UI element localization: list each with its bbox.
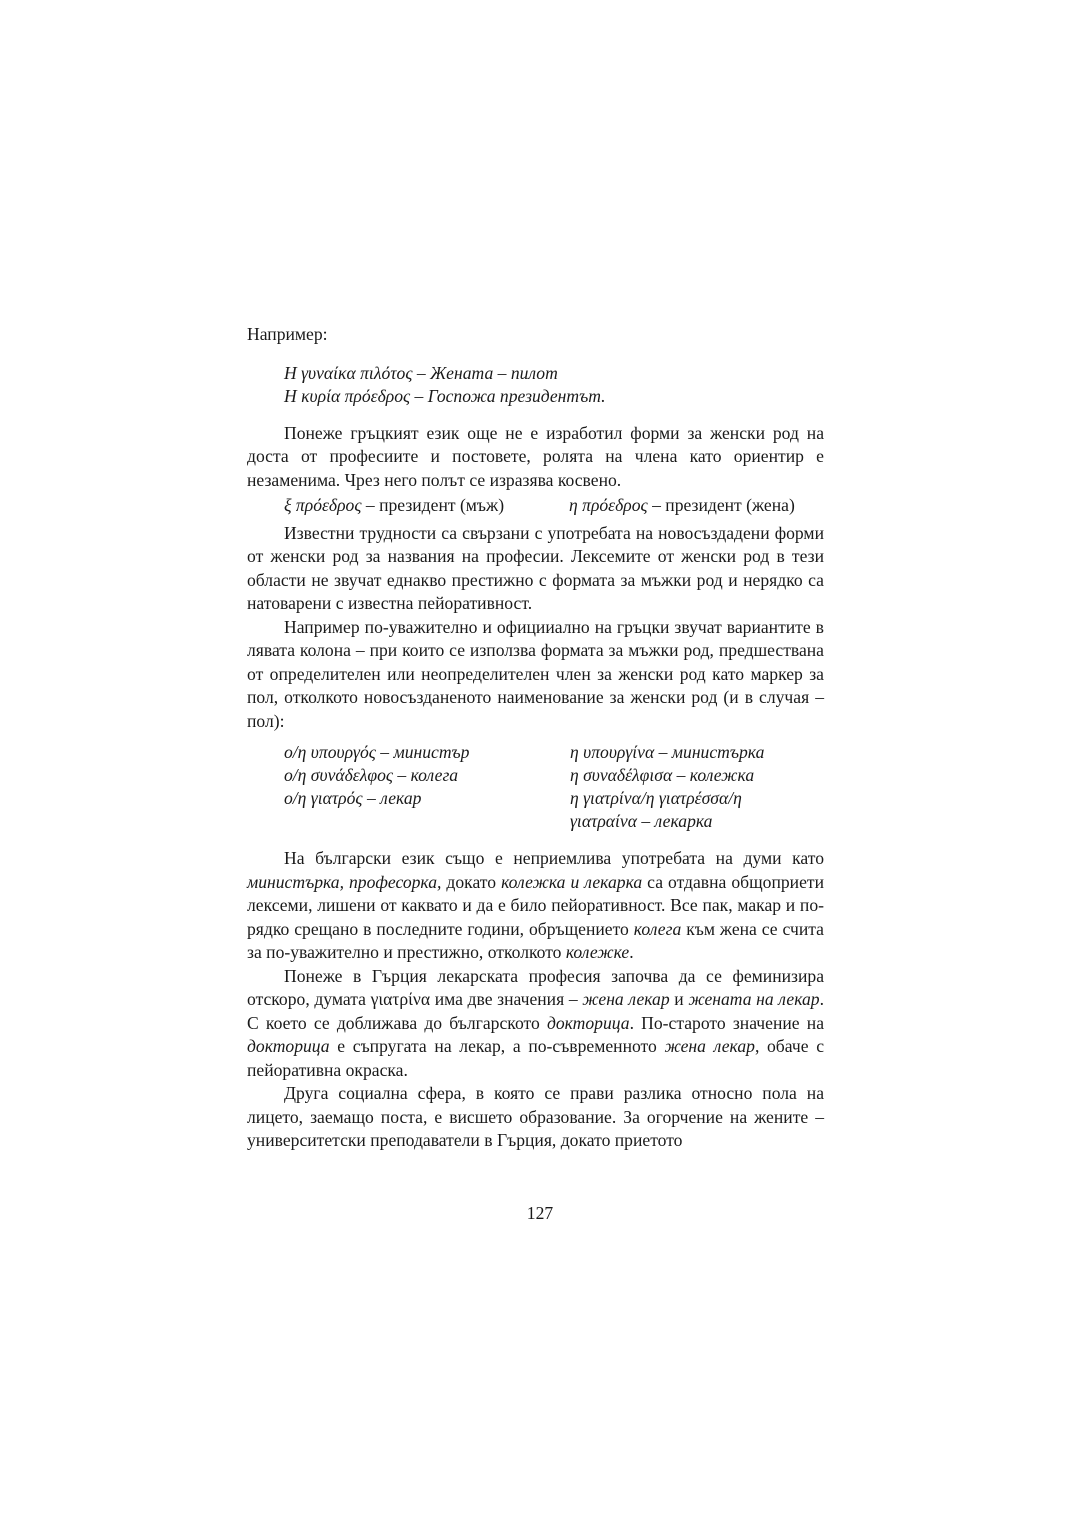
pair-gloss: – президент (мъж)	[361, 495, 505, 515]
italic-run: колега	[633, 918, 682, 939]
paragraph: Известни трудности са свързани с употребата на новосъздадени форми от женски род за названия на професии. Лексемите от женски род в тези области не звучат еднакво престижно с формата за мъжки род и нерядко са натоварени с известна пейоративност.	[247, 522, 824, 613]
text-run: , обаче с пейоративна окраска.	[247, 1036, 824, 1080]
column-item: η συναδέλφισα – колежка	[570, 765, 755, 785]
example-line: Η κυρία πρόεδρος – Госпожа президентът.	[284, 385, 606, 406]
greek-term: ξ πρόεδρος	[284, 495, 362, 515]
italic-run: жената на лекар	[688, 989, 820, 1009]
page-number: 127	[526, 1203, 554, 1223]
right-column	[570, 741, 824, 833]
text-run: . С което се доближава до българското	[247, 989, 825, 1033]
italic-run: министърка, професорка,	[247, 871, 442, 892]
text-run: и	[669, 989, 689, 1009]
pair-right	[569, 494, 795, 518]
paragraph	[247, 847, 824, 965]
italic-run: докторица	[247, 1036, 330, 1056]
paragraph	[247, 965, 824, 1083]
text-run: На български език също е неприемлива употребата на думи като	[284, 848, 824, 868]
text-run: докато	[441, 871, 502, 892]
text-run: Понеже в Гърция лекарската професия започва да се феминизира отскоро, думата	[247, 965, 824, 1009]
text-run: към жена се счита за по-уважително и престижно, отколкото	[247, 918, 824, 962]
greek-term: γιατρίνα	[370, 989, 431, 1009]
pair-left	[284, 494, 569, 518]
intro-line: Например:	[247, 324, 328, 344]
column-item: ο/η υπουργός – министър	[284, 742, 470, 762]
column-item: ο/η συνάδελφος – колега	[284, 765, 459, 785]
text-run: .	[629, 942, 634, 962]
pair-gloss: – президент (жена)	[647, 495, 795, 515]
paragraph: Понеже гръцкият език още не е изработил форми за женски род на доста от професиите и постовете, ролята на члена като ориентир е незаменима. Чрез него полът се изразява косвено.	[247, 422, 824, 490]
text-run: е съпругата на лекар, а по-съвременното	[329, 1036, 665, 1056]
italic-run: жена лекар	[582, 989, 670, 1009]
text-run: . По-старото значение на	[629, 1012, 824, 1033]
paragraph: Например по-уважително и официиално на гръцки звучат вариантите в лявата колона – при които се използва формата за мъжки род, предшествана от определителен или неопределителен член за женски род като маркер за пол, отколкото новосъзданеното наименование за женски род (и в случая – пол):	[247, 616, 824, 731]
example-pair	[247, 494, 824, 518]
text-run: са отдавна общоприети лексеми, лишени от каквато и да е било пейоративност. Все пак, макар и по-рядко срещано в последните години, обръщението	[247, 871, 824, 939]
column-item: ο/η γιατρός – лекар	[284, 788, 422, 808]
example-line: Η γυναίκα πιλότος – Жената – пилот	[284, 362, 558, 383]
text-run: има две значения –	[430, 989, 583, 1009]
page-body	[247, 323, 824, 1153]
paragraph: Друга социална сфера, в която се прави разлика относно пола на лицето, заемащо поста, е висшето образование. За огорчение на жените – университетски преподаватели в Гърция, докато приетото	[247, 1083, 824, 1150]
greek-term: η πρόεδρος	[569, 495, 648, 515]
example-list	[247, 362, 824, 408]
italic-run: докторица	[546, 1012, 630, 1033]
column-item: η γιατρίνα/η γιατρέσσα/η	[570, 788, 742, 808]
column-item: γιατραίνα – лекарка	[570, 811, 713, 831]
left-column	[284, 741, 570, 833]
italic-run: колежке	[565, 942, 630, 962]
comparison-columns	[247, 741, 824, 833]
italic-run: колежка и лекарка	[501, 871, 643, 892]
column-item: η υπουργίνα – министърка	[570, 742, 765, 762]
italic-run: жена лекар	[664, 1036, 755, 1056]
